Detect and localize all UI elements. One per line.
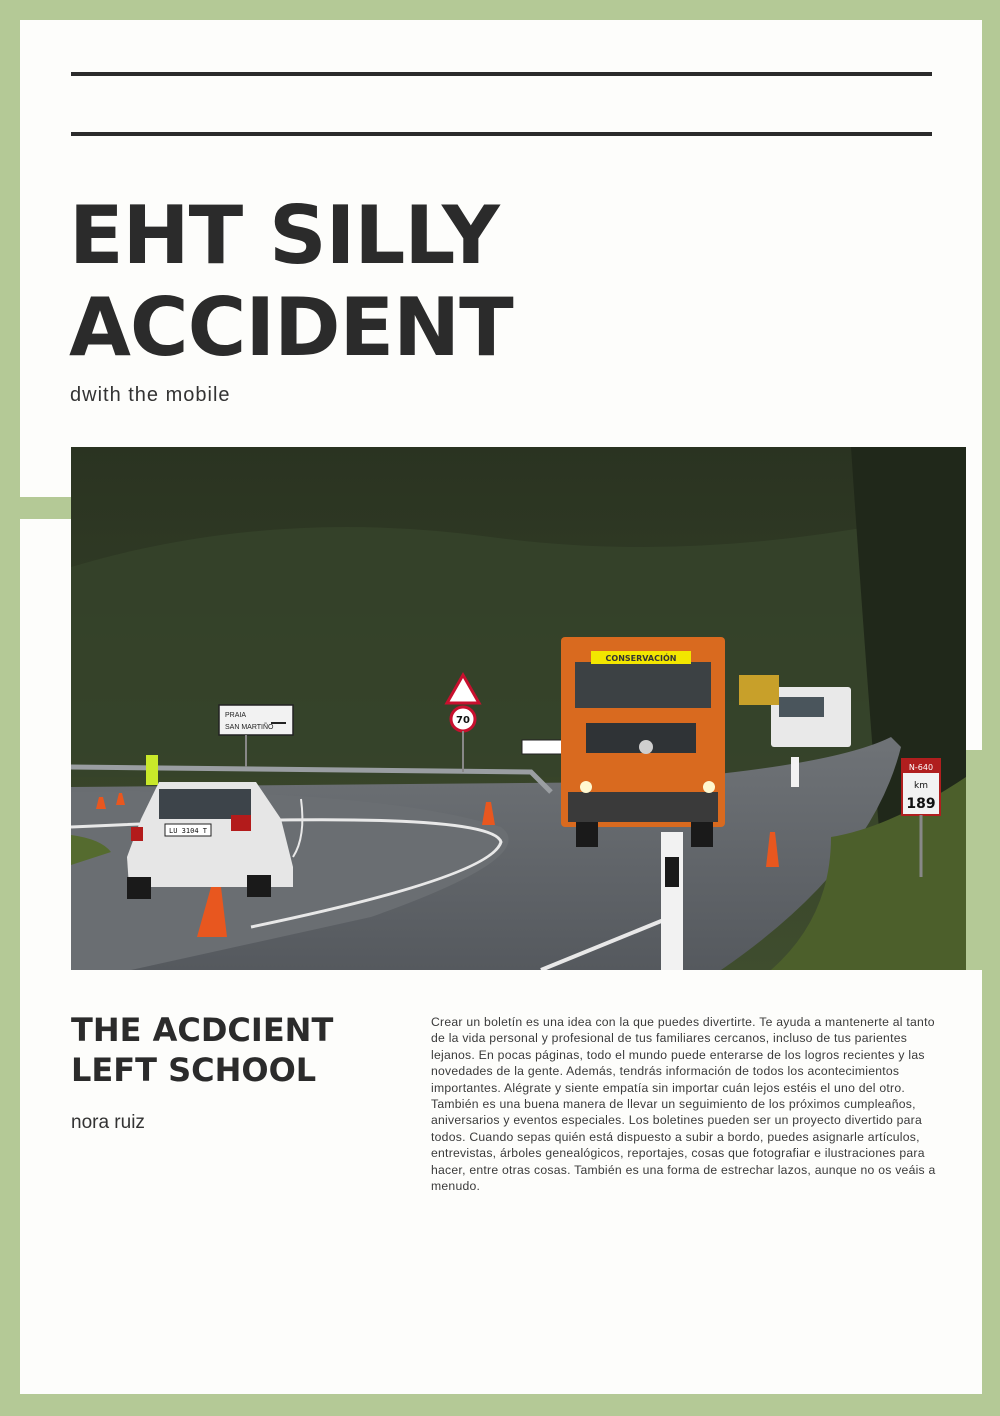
svg-text:SAN MARTIÑO: SAN MARTIÑO [225, 724, 274, 731]
article-body: Crear un boletín es una idea con la que puedes divertirte. Te ayuda a mantenerte al tanto de la vida personal y profesional de tus familiares cercanos, incluso de tus parientes lejanos. En pocas páginas, todo el mundo puede enterarse de los logros recientes y las novedades de la gente. Además, tendrás información de todos los acontecimientos importantes. Alégrate y siente empatía sin importar cuán lejos estéis el uno del otro. También es una buena manera de llevar un seguimiento de los próximos cumpleaños, aniversarios y eventos especiales. Los boletines pueden ser un proyecto divertido para todos. Cuando sepas quién está dispuesto a subir a bordo, puedes asignarle artículos, entrevistas, árboles genealógicos, reportajes, cosas que fotografiar e ilustraciones para hacer, entre otras cosas. También es una forma de estrechar lazos, aunque no os veáis a menudo. [431, 1015, 936, 1194]
road-worker [146, 755, 158, 785]
svg-text:189: 189 [906, 796, 936, 812]
svg-text:km: km [914, 781, 928, 791]
svg-text:N-640: N-640 [908, 763, 934, 772]
article-heading: THE ACDCIENT LEFT SCHOOL [71, 1011, 334, 1089]
svg-text:LU 3104 T: LU 3104 T [169, 827, 207, 835]
svg-text:70: 70 [456, 715, 470, 726]
svg-text:CONSERVACIÓN: CONSERVACIÓN [605, 654, 677, 663]
second-rule [71, 132, 932, 136]
svg-text:PRAIA: PRAIA [225, 712, 247, 719]
frame-accent-right [966, 750, 1000, 970]
road-accident-photo [71, 447, 966, 970]
frame-accent-left [0, 497, 71, 519]
page-title: EHT SILLY ACCIDENT [69, 189, 513, 374]
maintenance-truck [561, 637, 725, 847]
article-author: nora ruiz [71, 1112, 145, 1133]
roadside-bollard [661, 832, 683, 970]
top-rule [71, 72, 932, 76]
page-subtitle: dwith the mobile [70, 384, 231, 406]
